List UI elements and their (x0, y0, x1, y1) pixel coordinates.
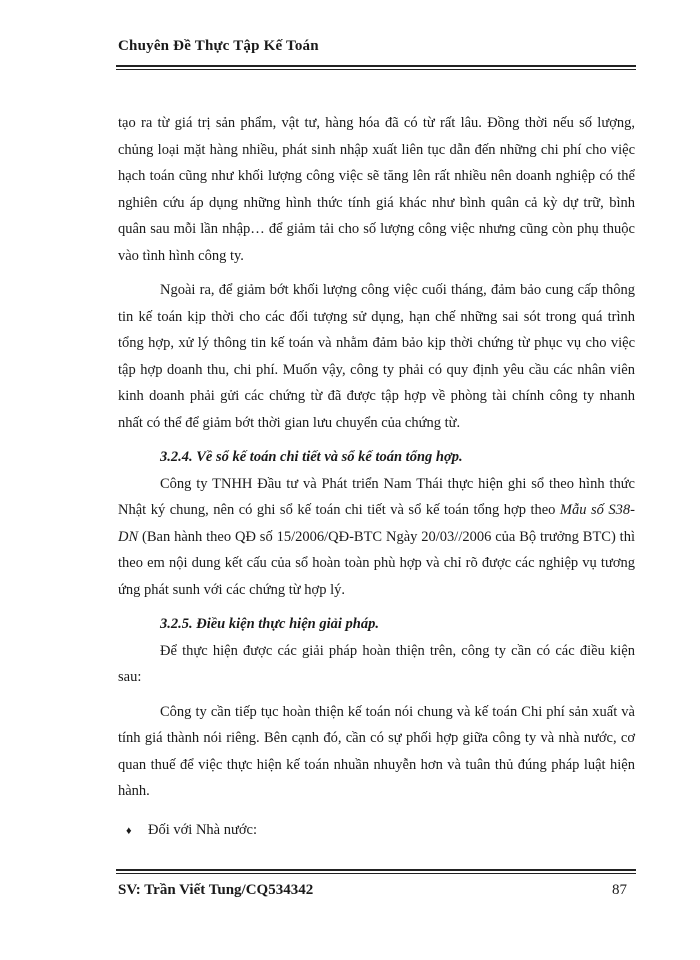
section-heading: 3.2.5. Điều kiện thực hiện giải pháp. (160, 616, 379, 632)
header-title: Chuyên Đề Thực Tập Kế Toán (118, 38, 319, 54)
page-number: 87 (612, 882, 627, 898)
paragraph: Ngoài ra, để giảm bớt khối lượng công việc cuối tháng, đảm bảo cung cấp thông tin kế toán kịp thời cho các đối tượng sử dụng, hạn chế những sai sót trong quá trình tổng hợp, xử lý thông tin kế toán và nhằm đảm bảo kịp thời chứng từ phục vụ cho việc tập hợp doanh thu, chi phí. Muốn vậy, công ty phải có quy định yêu cầu các nhân viên kinh doanh phải gửi các chứng từ đã được tập hợp về phòng tài chính công ty nhanh nhất có thể để giảm bớt thời gian lưu chuyển của chứng từ. (118, 282, 635, 431)
footer-divider (116, 869, 636, 871)
document-body (118, 110, 635, 844)
form-reference: Mẫu số S38-DN (118, 502, 635, 545)
paragraph: tạo ra từ giá trị sản phẩm, vật tư, hàng hóa đã có từ rất lâu. Đồng thời nếu số lượng, chủng loại mặt hàng nhiều, phát sinh nhập xuất liên tục dẫn đến những chi phí cho việc hạch toán cũng như khối lượng công việc sẽ tăng lên rất nhiều nên doanh nghiệp có thể nghiên cứu áp dụng những hình thức tính giá khác như bình quân cả kỳ dự trữ, bình quân sau mỗi lần nhập… để giảm tải cho số lượng công việc nhưng cũng còn phụ thuộc vào tình hình công ty. (118, 115, 635, 264)
footer-divider-thin (116, 873, 636, 874)
bullet-text: Đối với Nhà nước: (148, 821, 257, 838)
paragraph (118, 471, 635, 604)
section-heading: 3.2.4. Về sổ kế toán chi tiết và sổ kế toán tổng hợp. (160, 449, 463, 465)
header-divider (116, 65, 636, 67)
footer-student-info: SV: Trần Viết Tung/CQ534342 (118, 882, 314, 898)
paragraph-text: (Ban hành theo QĐ số 15/2006/QĐ-BTC Ngày 20/03//2006 của Bộ trưởng BTC) thì theo em nội dung kết cấu của sổ hoàn toàn phù hợp và chỉ rõ được các nghiệp vụ tương ứng phát sunh với các chứng từ hợp lý. (118, 528, 635, 598)
diamond-bullet-icon: ♦ (126, 824, 132, 837)
bullet-item (118, 817, 635, 845)
paragraph-text: Công ty TNHH Đầu tư và Phát triển Nam Thái thực hiện ghi sổ theo hình thức Nhật ký chung, nên có ghi sổ kế toán chi tiết và sổ kế toán tổng hợp theo (118, 475, 635, 518)
paragraph: Công ty cần tiếp tục hoàn thiện kế toán nói chung và kế toán Chi phí sản xuất và tính giá thành nói riêng. Bên cạnh đó, cần có sự phối hợp giữa công ty và nhà nước, cơ quan thuế để việc thực hiện kế toán nhuần nhuyễn hơn và tuân thủ đúng pháp luật hiện hành. (118, 703, 635, 799)
paragraph: Để thực hiện được các giải pháp hoàn thiện trên, công ty cần có các điều kiện sau: (118, 642, 635, 685)
header-divider-thin (116, 69, 636, 70)
